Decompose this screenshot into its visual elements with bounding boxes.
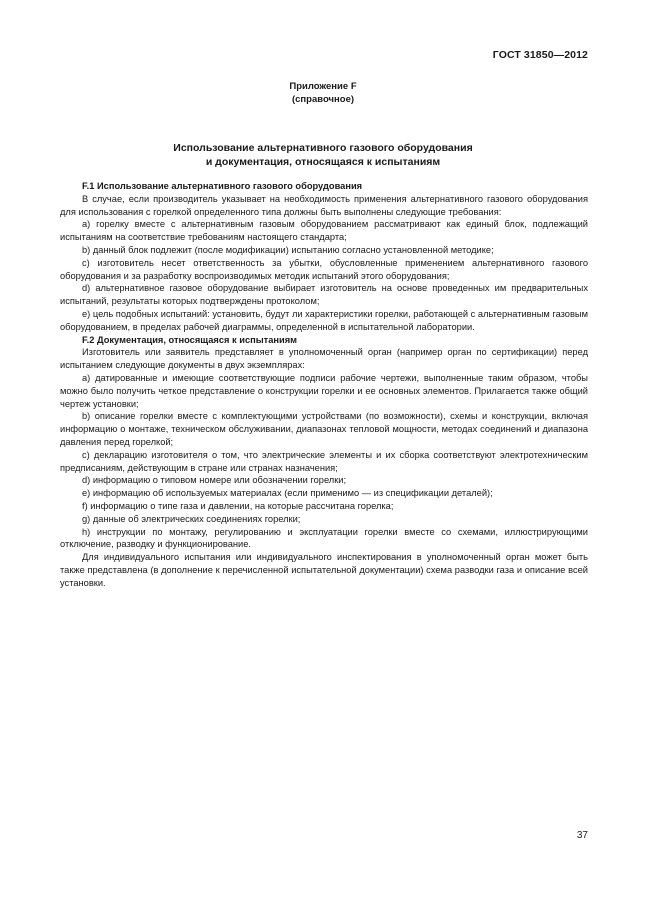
appendix-title — [0, 141, 646, 169]
paragraph: d) информацию о типовом номере или обозначении горелки; — [82, 475, 347, 486]
paragraph: e) информацию об используемых материалах (если применимо — из спецификации деталей); — [82, 488, 493, 499]
title-line-1: Использование альтернативного газового оборудования — [173, 142, 473, 154]
appendix-label: Приложение F — [289, 81, 357, 92]
paragraph: a) датированные и имеющие соответствующие подписи рабочие чертежи, выполненные таким образом, чтобы можно было получить четкое представление о конструкции горелки и ее основных элементов. Прилагается также общий чертеж установки; — [60, 372, 588, 409]
paragraph: b) описание горелки вместе с комплектующими устройствами (по возможности), схемы и конструкции, включая информацию о монтаже, техническом обслуживании, диапазонах тепловой мощности, методах соединений и диапазона давления перед горелкой; — [60, 411, 588, 447]
appendix-heading — [0, 80, 646, 106]
paragraph: g) данные об электрических соединениях горелки; — [82, 513, 301, 524]
section-heading: F.1 Использование альтернативного газового оборудования — [82, 181, 363, 191]
section-heading: F.2 Документация, относящаяся к испытаниям — [82, 334, 298, 345]
paragraph: c) декларацию изготовителя о том, что электрические элементы и их сборка соответствуют электротехническим предписаниям, действующим в стране или странах назначения; — [60, 449, 588, 473]
page-number: 37 — [576, 830, 588, 841]
paragraph: a) горелку вместе с альтернативным газовым оборудованием рассматривают как единый блок, подлежащий испытаниям на соответствие требованиям настоящего стандарта; — [60, 219, 588, 243]
appendix-type: (справочное) — [291, 94, 355, 105]
paragraph: d) альтернативное газовое оборудование выбирает изготовитель на основе проведенных им предварительных испытаний, результаты которых подтверждены протоколом; — [60, 283, 588, 307]
body-text — [60, 180, 588, 590]
paragraph: В случае, если производитель указывает на необходимость применения альтернативного газового оборудования для использования с горелкой определенного типа должны быть выполнены следующие требования: — [60, 193, 588, 217]
paragraph: c) изготовитель несет ответственность за убытки, обусловленные применением альтернативного газового оборудования и за разработку воспроизводимых методик испытаний этого оборудования; — [60, 257, 588, 281]
paragraph: f) информацию о типе газа и давлении, на которые рассчитана горелка; — [82, 500, 394, 511]
paragraph: b) данный блок подлежит (после модификации) испытанию согласно установленной методике; — [82, 244, 494, 255]
paragraph: h) инструкции по монтажу, регулированию и эксплуатации горелки вместе со схемами, иллюстрирующими отключение, разводку и функционирование. — [60, 526, 588, 550]
document-code: ГОСТ 31850—2012 — [492, 49, 588, 61]
paragraph: e) цель подобных испытаний: установить, будут ли характеристики горелки, работающей с альтернативным газовым оборудованием, в пределах рабочей диаграммы, определенной в испытательной лаборатории. — [60, 308, 588, 332]
paragraph: Изготовитель или заявитель представляет в уполномоченный орган (например орган по сертификации) перед испытанием следующие документы в двух экземплярах: — [60, 347, 588, 371]
title-line-2: и документация, относящаяся к испытаниям — [205, 156, 441, 168]
paragraph: Для индивидуального испытания или индивидуального инспектирования в уполномоченный орган может быть также представлена (в дополнение к перечисленной испытательной документации) схема разводки газа и описание всей установки. — [60, 552, 588, 588]
